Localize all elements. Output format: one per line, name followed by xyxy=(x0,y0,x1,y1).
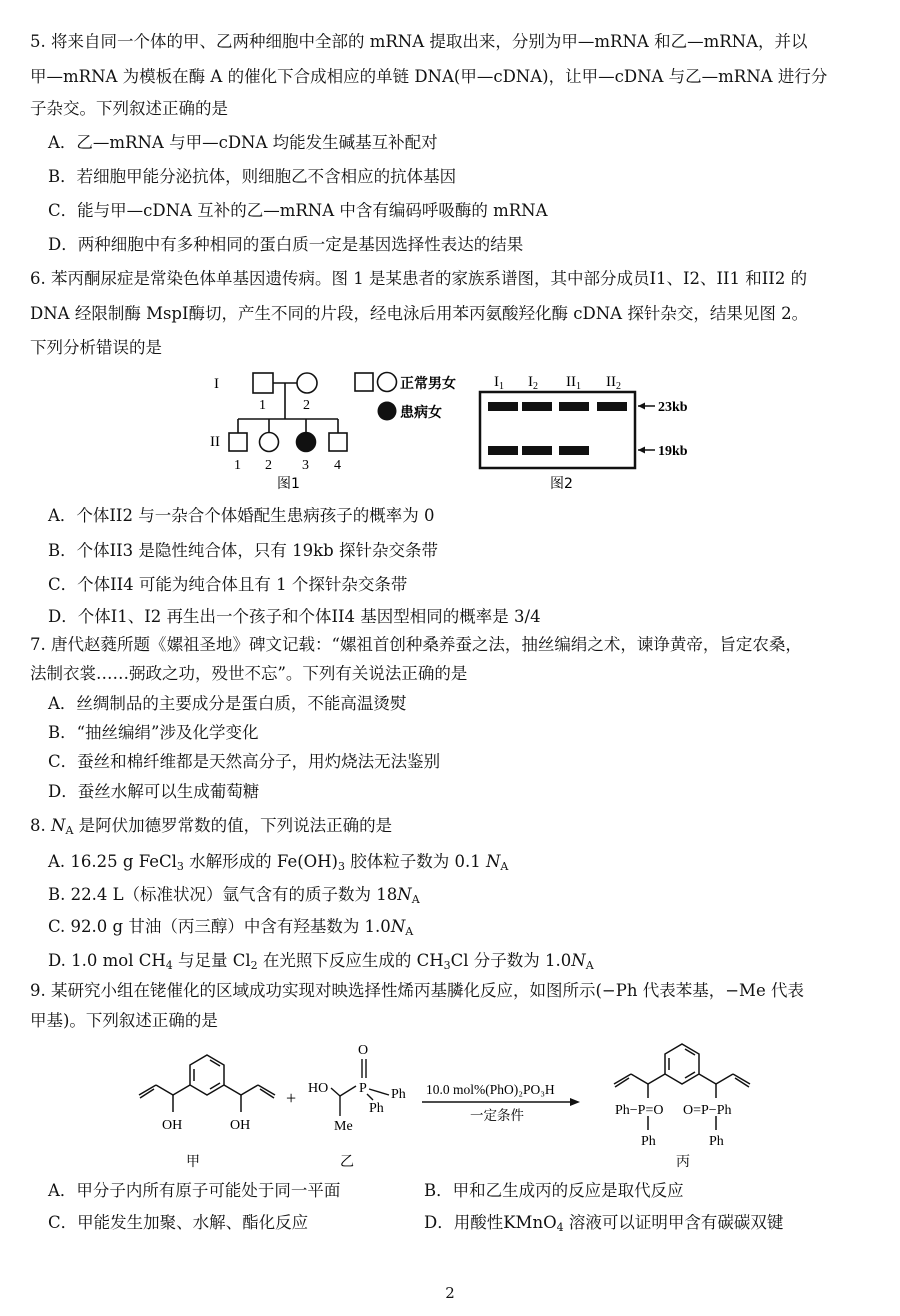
i1-number: 1 xyxy=(259,398,266,413)
band-i2-23kb xyxy=(522,402,552,411)
q9-option-c: C．甲能发生加聚、水解、酯化反应 xyxy=(48,1213,309,1232)
lane-label-i2: $I_2$ xyxy=(528,374,538,392)
bing-ph-left: Ph xyxy=(641,1134,656,1149)
q6-option-a: A．个体II2 与一杂合个体婚配生患病孩子的概率为 0 xyxy=(48,506,435,525)
benzene-ring-jia xyxy=(190,1055,224,1095)
compound-yi xyxy=(308,1043,406,1134)
q7-option-c: C．蚕丝和棉纤维都是天然高分子，用灼烧法无法鉴别 xyxy=(48,752,441,771)
lane-label-ii1: $II_1$ xyxy=(566,374,581,392)
individual-ii2-normal-female xyxy=(260,433,279,452)
svg-text:O: O xyxy=(358,1043,369,1058)
ii3-number: 3 xyxy=(302,458,309,473)
ii1-number: 1 xyxy=(234,458,241,473)
q6-stem-line2: DNA 经限制酶 MspI酶切，产生不同的片段，经电泳后用苯丙氨酸羟化酶 cDNA 探针杂交，结果见图 2。 xyxy=(30,304,809,323)
individual-ii4-normal-male xyxy=(329,433,347,451)
individual-ii1-normal-male xyxy=(229,433,247,451)
bing-oph-right: O=P−Ph xyxy=(683,1103,732,1118)
svg-text:Ph: Ph xyxy=(369,1101,384,1116)
page-number: 2 xyxy=(445,1284,455,1302)
individual-i1-normal-male xyxy=(253,373,273,393)
figure1-caption: 图1 xyxy=(277,476,300,492)
svg-text:Me: Me xyxy=(334,1119,353,1134)
q5-option-d: D．两种细胞中有多种相同的蛋白质一定是基因选择性表达的结果 xyxy=(48,235,524,254)
q6-stem-line1: 6. 苯丙酮尿症是常染色体单基因遗传病。图 1 是某患者的家族系谱图，其中部分成员I1、I2、II1 和II2 的 xyxy=(30,269,808,288)
label-bing: 丙 xyxy=(676,1154,690,1170)
label-yi: 乙 xyxy=(340,1154,354,1170)
q7-option-b: B．“抽丝编绢”涉及化学变化 xyxy=(48,723,259,742)
q6-option-d: D．个体I1、I2 再生出一个孩子和个体II4 基因型相同的概率是 3/4 xyxy=(48,607,541,626)
plus-sign: + xyxy=(286,1088,297,1108)
q6-option-b: B．个体II3 是隐性纯合体，只有 19kb 探针杂交条带 xyxy=(48,541,438,560)
bing-pho-left: Ph−P=O xyxy=(615,1103,664,1118)
q9-option-b: B．甲和乙生成丙的反应是取代反应 xyxy=(424,1181,684,1200)
band-i2-19kb xyxy=(522,446,552,455)
lane-label-ii2: $II_2$ xyxy=(606,374,621,392)
q8-option-a: A. 16.25 g FeCl$_3$ 水解形成的 $Fe(OH)_3$ 胶体粒子数为 0.1 $N_A$ xyxy=(48,852,509,873)
ii4-number: 4 xyxy=(334,458,341,473)
individual-ii3-affected-female xyxy=(297,433,316,452)
figure2-caption: 图2 xyxy=(550,476,573,492)
benzene-ring-bing xyxy=(665,1044,699,1084)
q7-option-d: D．蚕丝水解可以生成葡萄糖 xyxy=(48,782,260,801)
q8-option-d: D. 1.0 mol $CH_4$ 与足量 $Cl_2$ 在光照下反应生成的 $CH_3Cl$ 分子数为 $1.0N_A$ xyxy=(48,951,594,972)
jia-oh-left: OH xyxy=(162,1118,183,1133)
svg-text:P: P xyxy=(359,1081,367,1096)
legend-normal-label: 正常男女 xyxy=(400,376,456,392)
q9-stem-line2: 甲基)。下列叙述正确的是 xyxy=(30,1011,218,1030)
pedigree-figure xyxy=(200,364,480,496)
legend-female-symbol xyxy=(378,373,397,392)
condition-label: 一定条件 xyxy=(470,1108,524,1124)
q8-option-b: B. 22.4 L（标准状况）氩气含有的质子数为 $18N_A$ xyxy=(48,885,420,906)
q9-option-d: D．用酸性KMnO$_4$ 溶液可以证明甲含有碳碳双键 xyxy=(424,1213,784,1234)
band-i1-23kb xyxy=(488,402,518,411)
band-ii1-23kb xyxy=(559,402,589,411)
svg-text:HO: HO xyxy=(308,1081,329,1096)
generation-i-label: I xyxy=(214,376,219,392)
q8-stem: 8. $N_A$ 是阿伏加德罗常数的值，下列说法正确的是 xyxy=(30,816,393,837)
q5-stem-line3: 子杂交。下列叙述正确的是 xyxy=(30,99,228,118)
q7-stem-line2: 法制衣裳……弼政之功，殁世不忘”。下列有关说法正确的是 xyxy=(30,664,468,683)
band-i1-19kb xyxy=(488,446,518,455)
bing-ph-right: Ph xyxy=(709,1134,724,1149)
q5-option-a: A．乙—mRNA 与甲—cDNA 均能发生碱基互补配对 xyxy=(48,133,438,152)
individual-i2-normal-female xyxy=(297,373,317,393)
lane-label-i1: $I_1$ xyxy=(494,374,504,392)
generation-ii-label: II xyxy=(210,434,220,450)
compound-jia xyxy=(139,1055,275,1112)
band-ii1-19kb xyxy=(559,446,589,455)
svg-text:Ph: Ph xyxy=(391,1087,406,1102)
q8-option-c: C. 92.0 g 甘油（丙三醇）中含有羟基数为 $1.0N_A$ xyxy=(48,917,414,938)
q5-option-c: C．能与甲—cDNA 互补的乙—mRNA 中含有编码呼吸酶的 mRNA xyxy=(48,201,548,220)
reaction-scheme xyxy=(110,1040,790,1175)
legend-affected-label: 患病女 xyxy=(400,405,442,421)
band-ii2-23kb xyxy=(597,402,627,411)
q7-option-a: A．丝绸制品的主要成分是蛋白质，不能高温烫熨 xyxy=(48,694,407,713)
legend-male-symbol xyxy=(355,373,373,391)
q5-option-b: B．若细胞甲能分泌抗体，则细胞乙不含相应的抗体基因 xyxy=(48,167,457,186)
gel-figure xyxy=(470,364,720,496)
q6-stem-line3: 下列分析错误的是 xyxy=(30,338,162,357)
i2-number: 2 xyxy=(303,398,310,413)
q9-stem-line1: 9. 某研究小组在铑催化的区域成功实现对映选择性烯丙基膦化反应，如图所示(−Ph 代表苯基，−Me 代表 xyxy=(30,981,804,1000)
jia-oh-right: OH xyxy=(230,1118,251,1133)
size-label-19kb: 19kb xyxy=(658,444,688,459)
q9-option-a: A．甲分子内所有原子可能处于同一平面 xyxy=(48,1181,341,1200)
q5-stem-line1: 5. 将来自同一个体的甲、乙两种细胞中全部的 mRNA 提取出来，分别为甲—mRNA 和乙—mRNA，并以 xyxy=(30,32,808,51)
size-label-23kb: 23kb xyxy=(658,400,688,415)
reagent-label: 10.0 mol%(PhO)₂PO₃H xyxy=(426,1082,555,1097)
q6-option-c: C．个体II4 可能为纯合体且有 1 个探针杂交条带 xyxy=(48,575,408,594)
label-jia: 甲 xyxy=(186,1154,200,1170)
ii2-number: 2 xyxy=(265,458,272,473)
q5-stem-line2: 甲—mRNA 为模板在酶 A 的催化下合成相应的单链 DNA(甲—cDNA)，让甲—cDNA 与乙—mRNA 进行分 xyxy=(30,67,828,86)
legend-affected-symbol xyxy=(378,402,397,421)
q7-stem-line1: 7. 唐代赵蕤所题《嫘祖圣地》碑文记载：“嫘祖首创种桑养蚕之法，抽丝编绢之术，谏诤黄帝，旨定农桑， xyxy=(30,635,802,654)
